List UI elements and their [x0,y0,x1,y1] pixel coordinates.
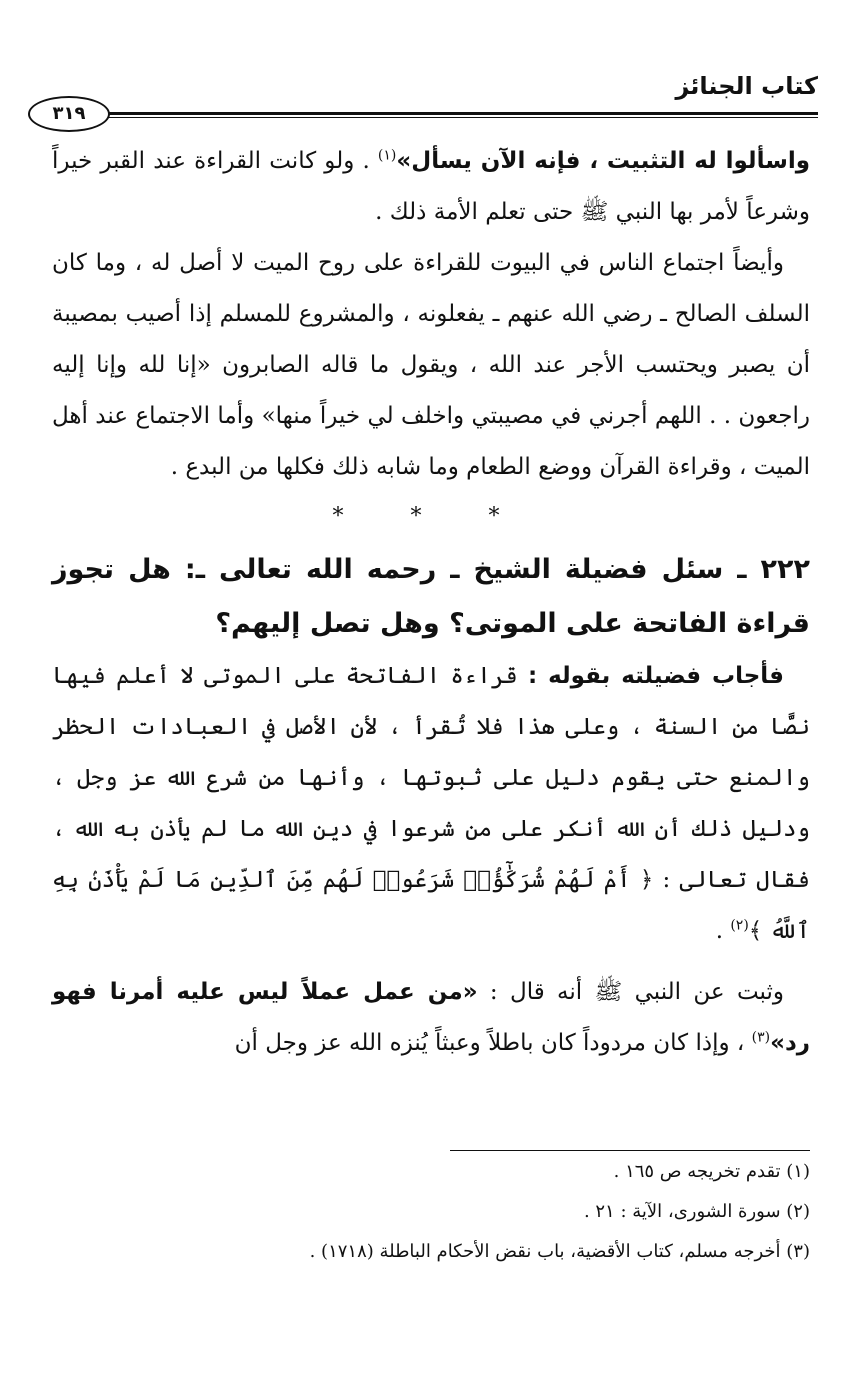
paragraph-4 [52,967,810,1069]
page-number: ٣١٩ [28,96,110,132]
header-rule-thin [108,117,818,118]
answer-text: قراءة الفاتحة على الموتى لا أعلم فيها نصًّا من السنة ، وعلى هذا فلا تُقرأ ، لأن الأصل في العبادات الحظر والمنع حتى يقوم دليل على ثبوتها ، وأنها من شرع الله عز وجل ، ودليل ذلك أن الله أنكر على من شرعوا في دين الله ما لم يأذن به الله ، فقال تعالى : ﴿ أَمْ لَهُمْ شُرَكَٰٓؤُا۟ شَرَعُوا۟ لَهُم مِّنَ ٱلدِّينِ مَا لَمْ يَأْذَنۢ بِهِ ٱللَّهُ ﴾ [52,663,811,944]
section-separator: * * * [332,504,530,529]
footnotes [52,1152,810,1272]
footnote-rule [450,1150,810,1151]
book-title: كتاب الجنائز [675,72,818,100]
footnote-ref-2: (٢) [730,917,749,934]
paragraph-4-rest: ، وإذا كان مردوداً كان باطلاً وعبثاً يُنزه الله عز وجل أن [234,1030,752,1056]
paragraph-1-rest: . ولو كانت القراءة عند القبر خيراً وشرعاً لأمر بها النبي ﷺ حتى تعلم الأمة ذلك . [52,148,810,225]
paragraph-4-start: وثبت عن النبي ﷺ أنه قال : [477,979,784,1005]
footnote-3: (٣) أخرجه مسلم، كتاب الأقضية، باب نقض الأحكام الباطلة (١٧١٨) . [309,1241,810,1262]
footnote-2: (٢) سورة الشورى، الآية : ٢١ . [583,1201,810,1222]
footnote-ref-1: (١) [377,147,397,164]
header-rule [108,112,818,115]
quote-bold: واسألوا له التثبيت ، فإنه الآن يسأل» [396,148,810,174]
hadith-bold: «من عمل عملاً ليس عليه أمرنا فهو رد» [52,979,810,1056]
answer-paragraph [52,651,810,957]
main-text [52,136,810,1069]
paragraph-1 [52,136,810,238]
answer-lead: فأجاب فضيلته بقوله : [527,663,784,689]
answer-end: . [715,918,731,944]
footnote-1: (١) تقدم تخريجه ص ١٦٥ . [613,1161,810,1182]
footnote-ref-3: (٣) [751,1029,771,1046]
question-heading: ٢٢٢ ـ سئل فضيلة الشيخ ـ رحمه الله تعالى ـ: هل تجوز قراءة الفاتحة على الموتى؟ وهل تصل إليهم؟ [52,554,810,639]
paragraph-2: وأيضاً اجتماع الناس في البيوت للقراءة على روح الميت لا أصل له ، وما كان السلف الصالح ـ رضي الله عنهم ـ يفعلونه ، والمشروع للمسلم إذا أصيب بمصيبة أن يصبر ويحتسب الأجر عند الله ، ويقول ما قاله الصابرون «إنا لله وإنا إليه راجعون . . اللهم أجرني في مصيبتي واخلف لي خيراً منها» وأما الاجتماع عند أهل الميت ، وقراءة القرآن ووضع الطعام وما شابه ذلك فكلها من البدع . [52,250,810,480]
page-header [28,72,818,128]
